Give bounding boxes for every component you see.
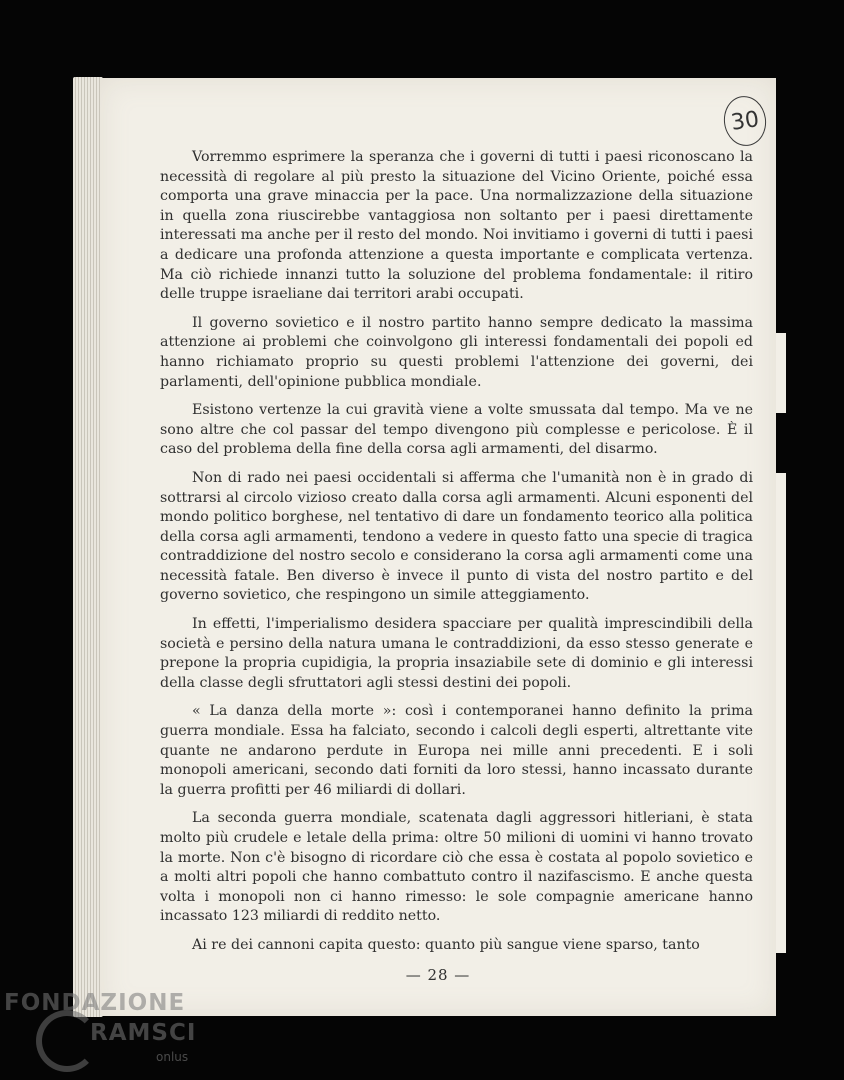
- paragraph: La seconda guerra mondiale, scatenata dagli aggressori hitleriani, è stata molto più crudele e letale della prima: oltre 50 milioni di uomini vi hanno trovato la morte. Non c'è bisogno di ricordare ciò che essa è costata al popolo sovietico e a molti altri popoli che hanno combattuto contro il nazifascismo. E anche questa volta i monopoli non ci hanno rimesso: le sole compagnie americane hanno incassato 123 miliardi di reddito netto.: [160, 810, 753, 925]
- watermark-line2: RAMSCI: [90, 1020, 197, 1046]
- page-folio: — 28 —: [405, 966, 471, 984]
- paragraph: Ai re dei cannoni capita questo: quanto più sangue viene sparso, tanto: [192, 936, 700, 953]
- watermark-line1: FONDAZIONE: [4, 990, 186, 1016]
- paragraph: « La danza della morte »: così i contemporanei hanno definito la prima guerra mondiale. Essa ha falciato, secondo i calcoli degli esperti, altrettante vite quante ne andarono perdute in Europa nei mille anni precedenti. E i soli monopoli americani, secondo dati forniti da loro stessi, hanno incassato durante la guerra profitti per 46 miliardi di dollari.: [160, 703, 753, 798]
- watermark-g-icon: [36, 1010, 98, 1072]
- paragraph: Il governo sovietico e il nostro partito hanno sempre dedicato la massima attenzione ai problemi che coinvolgono gli interessi fondamentali dei popoli ed hanno richiamato proprio su questi problemi l'attenzione dei governi, dei parlamenti, dell'opinione pubblica mondiale.: [160, 314, 753, 390]
- watermark-sub: onlus: [156, 1050, 189, 1064]
- page-edge-tab: [776, 333, 786, 413]
- paragraph: Vorremmo esprimere la speranza che i governi di tutti i paesi riconoscano la necessità di regolare al più presto la situazione del Vicino Oriente, poiché essa comporta una grave minaccia per la pace. Una normalizzazione della situazione in quella zona riuscirebbe vantaggiosa non soltanto per i paesi direttamente interessati ma anche per il resto del mondo. Noi invitiamo i governi di tutti i paesi a dedicare una profonda attenzione a questa importante e complicata vertenza. Ma ciò richiede innanzi tutto la soluzione del problema fondamentale: il ritiro delle truppe israeliane dai territori arabi occupati.: [160, 149, 753, 303]
- paragraph: Non di rado nei paesi occidentali si afferma che l'umanità non è in grado di sottrarsi al circolo vizioso creato dalla corsa agli armamenti. Alcuni esponenti del mondo politico borghese, nel tentativo di dare un fondamento teorico alla politica della corsa agli armamenti, tendono a vedere in questo fatto una specie di tragica contraddizione del nostro secolo e considerano la corsa agli armamenti come una necessità fatale. Ben diverso è invece il punto di vista del nostro partito e del governo sovietico, che respingono un simile atteggiamento.: [160, 469, 753, 604]
- paragraph: In effetti, l'imperialismo desidera spacciare per qualità imprescindibili della società e persino della natura umana le contraddizioni, da esso stesso generate e prepone la propria cupidigia, la propria insaziabile sete di dominio e gli interessi della classe degli sfruttatori agli stessi destini dei popoli.: [160, 616, 753, 691]
- body-text: [160, 148, 753, 956]
- page-edge-tab: [776, 473, 786, 953]
- paragraph: Esistono vertenze la cui gravità viene a volte smussata dal tempo. Ma ve ne sono altre che col passar del tempo divengono più complesse e pericolose. È il caso del problema della fine della corsa agli armamenti, del disarmo.: [160, 402, 753, 458]
- handwritten-page-number: 30: [721, 93, 770, 148]
- document-page: [100, 78, 776, 1016]
- page-stack-edge: [73, 77, 103, 1017]
